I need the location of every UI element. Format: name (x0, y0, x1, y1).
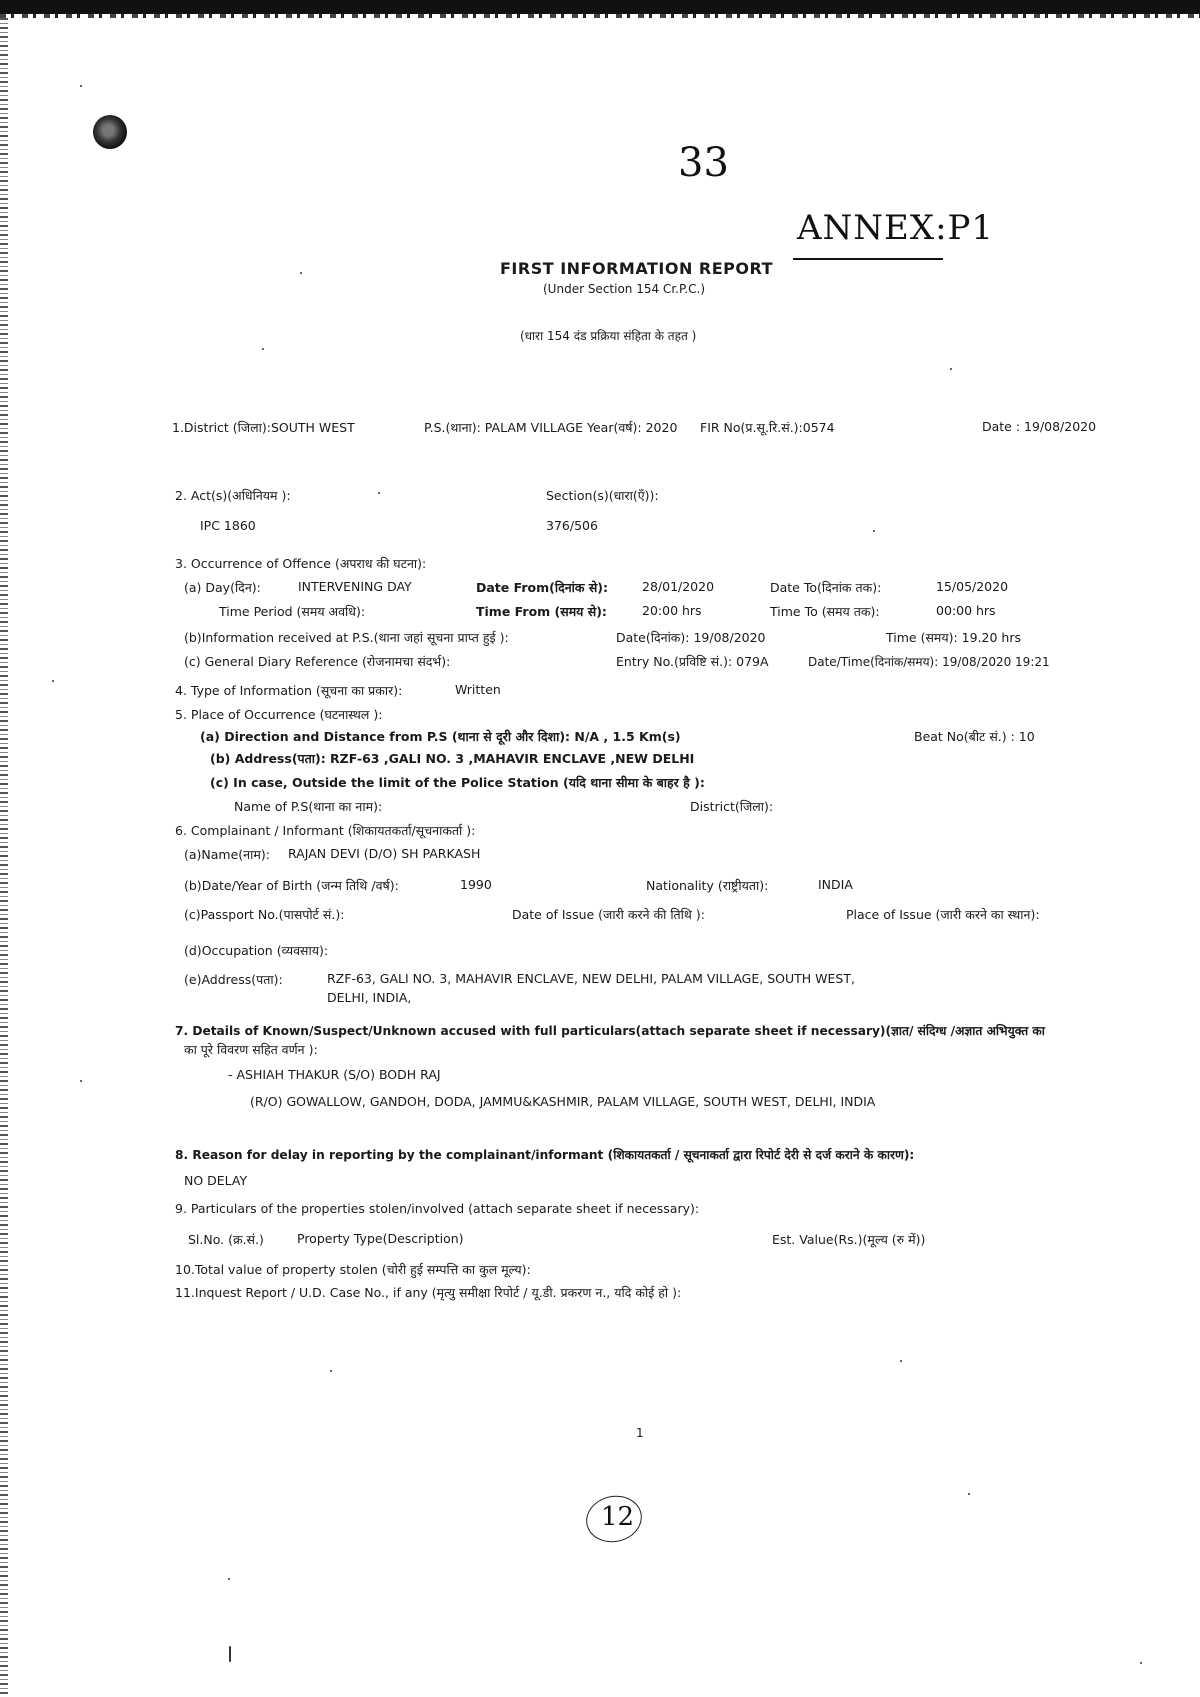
scan-top-border (0, 0, 1200, 14)
punch-hole (93, 115, 127, 149)
complainant-nationality-label: Nationality (राष्ट्रीयता): (646, 878, 769, 893)
outside-ps-name-label: Name of P.S(थाना का नाम): (234, 799, 383, 814)
handwritten-page-number: 33 (678, 140, 729, 186)
scan-speck (378, 492, 380, 494)
info-received-label: (b)Information received at P.S.(थाना जहां सूचना प्राप्त हुई ): (184, 630, 509, 645)
scan-speck (968, 1493, 970, 1495)
annexure-underline (793, 258, 943, 260)
property-col-type: Property Type(Description) (297, 1231, 464, 1246)
police-station-field: P.S.(थाना): PALAM VILLAGE Year(वर्ष): 2020 (424, 420, 678, 435)
time-to-label: Time To (समय तक): (770, 604, 880, 619)
complainant-name-label: (a)Name(नाम): (184, 847, 270, 862)
scan-speck (873, 530, 875, 532)
section-value: 376/506 (546, 518, 598, 533)
scan-left-edge (0, 18, 8, 1697)
act-value: IPC 1860 (200, 518, 256, 533)
page-number: 1 (636, 1426, 644, 1440)
date-from-label: Date From(दिनांक से): (476, 580, 609, 595)
scan-speck (80, 85, 82, 87)
scan-mark (229, 1646, 231, 1662)
report-date-field: Date : 19/08/2020 (982, 419, 1097, 434)
handwritten-annexure-label: ANNEX:P1 (797, 208, 995, 248)
complainant-name-value: RAJAN DEVI (D/O) SH PARKASH (288, 846, 481, 861)
scan-speck (900, 1360, 902, 1362)
property-col-value: Est. Value(Rs.)(मूल्य (रु में)) (772, 1232, 926, 1247)
complainant-heading: 6. Complainant / Informant (शिकायतकर्ता/सूचनाकर्ता ): (175, 823, 476, 838)
time-period-label: Time Period (समय अवधि): (219, 604, 366, 619)
outside-district-label: District(जिला): (690, 799, 774, 814)
occurrence-heading: 3. Occurrence of Offence (अपराध की घटना): (175, 556, 427, 571)
time-from-value: 20:00 hrs (642, 603, 702, 618)
scan-speck (300, 272, 302, 274)
general-diary-datetime: Date/Time(दिनांक/समय): 19/08/2020 19:21 (808, 655, 1050, 669)
scan-speck (330, 1370, 332, 1372)
scan-speck (262, 348, 264, 350)
complainant-passport-label: (c)Passport No.(पासपोर्ट सं.): (184, 907, 345, 922)
inquest-report-label: 11.Inquest Report / U.D. Case No., if any (मृत्यु समीक्षा रिपोर्ट / यू.डी. प्रकरण न., यदि कोई हो ): (175, 1285, 682, 1300)
district-field: 1.District (जिला):SOUTH WEST (172, 420, 355, 435)
info-received-date: Date(दिनांक): 19/08/2020 (616, 630, 766, 645)
date-to-value: 15/05/2020 (936, 579, 1009, 594)
outside-ps-limit-label: (c) In case, Outside the limit of the Police Station (यदि थाना सीमा के बाहर है ): (210, 775, 705, 790)
direction-distance-field: (a) Direction and Distance from P.S (थाना से दूरी और दिशा): N/A , 1.5 Km(s) (200, 729, 681, 744)
occurrence-address-field: (b) Address(पता): RZF-63 ,GALI NO. 3 ,MAHAVIR ENCLAVE ,NEW DELHI (210, 751, 695, 766)
complainant-dob-value: 1990 (460, 877, 492, 892)
scan-speck (228, 1578, 230, 1580)
delay-reason-heading: 8. Reason for delay in reporting by the complainant/informant (शिकायतकर्ता / सूचनाकर्ता द्वारा रिपोर्ट देरी से दर्ज कराने के कारण): (175, 1148, 915, 1162)
date-from-value: 28/01/2020 (642, 579, 715, 594)
property-col-serial: Sl.No. (क्र.सं.) (188, 1232, 264, 1247)
report-title: FIRST INFORMATION REPORT (500, 259, 773, 278)
total-property-value-label: 10.Total value of property stolen (चोरी हुई सम्पत्ति का कुल मूल्य): (175, 1262, 531, 1277)
accused-name: - ASHIAH THAKUR (S/O) BODH RAJ (228, 1067, 441, 1082)
time-to-value: 00:00 hrs (936, 603, 996, 618)
place-of-occurrence-heading: 5. Place of Occurrence (घटनास्थल ): (175, 707, 383, 722)
time-from-label: Time From (समय से): (476, 604, 607, 619)
complainant-address-label: (e)Address(पता): (184, 972, 283, 987)
scan-speck (80, 1080, 82, 1082)
complainant-dob-label: (b)Date/Year of Birth (जन्म तिथि /वर्ष): (184, 878, 399, 893)
date-to-label: Date To(दिनांक तक): (770, 580, 882, 595)
information-type-label: 4. Type of Information (सूचना का प्रकार): (175, 683, 403, 698)
handwritten-page-mark: 12 (601, 1502, 635, 1532)
report-subtitle-hindi: (धारा 154 दंड प्रक्रिया संहिता के तहत ) (520, 329, 697, 343)
passport-issue-date-label: Date of Issue (जारी करने की तिथि ): (512, 907, 705, 922)
complainant-nationality-value: INDIA (818, 877, 853, 892)
scan-speck (1140, 1662, 1142, 1664)
act-label: 2. Act(s)(अधिनियम ): (175, 488, 291, 503)
complainant-address-line2: DELHI, INDIA, (327, 990, 412, 1005)
occurrence-day-value: INTERVENING DAY (298, 579, 412, 594)
info-received-time: Time (समय): 19.20 hrs (886, 630, 1022, 645)
passport-issue-place-label: Place of Issue (जारी करने का स्थान): (846, 907, 1040, 922)
property-particulars-heading: 9. Particulars of the properties stolen/involved (attach separate sheet if necessary): (175, 1201, 700, 1216)
report-subtitle: (Under Section 154 Cr.P.C.) (543, 282, 706, 296)
fir-number-field: FIR No(प्र.सू.रि.सं.):0574 (700, 420, 835, 435)
accused-details-heading: 7. Details of Known/Suspect/Unknown accused with full particulars(attach separate sheet if necessary)(ज्ञात/ संदिग्ध /अज्ञात अभियुक्त का (175, 1024, 1045, 1038)
scan-top-noise (0, 14, 1200, 18)
section-label: Section(s)(धारा(एँ)): (546, 488, 659, 503)
complainant-address-line1: RZF-63, GALI NO. 3, MAHAVIR ENCLAVE, NEW DELHI, PALAM VILLAGE, SOUTH WEST, (327, 971, 855, 986)
scan-speck (950, 368, 952, 370)
occurrence-day-label: (a) Day(दिन): (184, 580, 261, 595)
delay-reason-value: NO DELAY (184, 1173, 248, 1188)
accused-address: (R/O) GOWALLOW, GANDOH, DODA, JAMMU&KASHMIR, PALAM VILLAGE, SOUTH WEST, DELHI, INDIA (250, 1094, 876, 1109)
beat-number-field: Beat No(बीट सं.) : 10 (914, 729, 1035, 744)
accused-details-heading-cont: का पूरे विवरण सहित वर्णन ): (184, 1042, 318, 1057)
complainant-occupation-label: (d)Occupation (व्यवसाय): (184, 943, 329, 958)
information-type-value: Written (455, 682, 501, 697)
scan-speck (52, 680, 54, 682)
general-diary-label: (c) General Diary Reference (रोजनामचा संदर्भ): (184, 654, 451, 669)
general-diary-entry: Entry No.(प्रविष्टि सं.): 079A (616, 654, 769, 669)
